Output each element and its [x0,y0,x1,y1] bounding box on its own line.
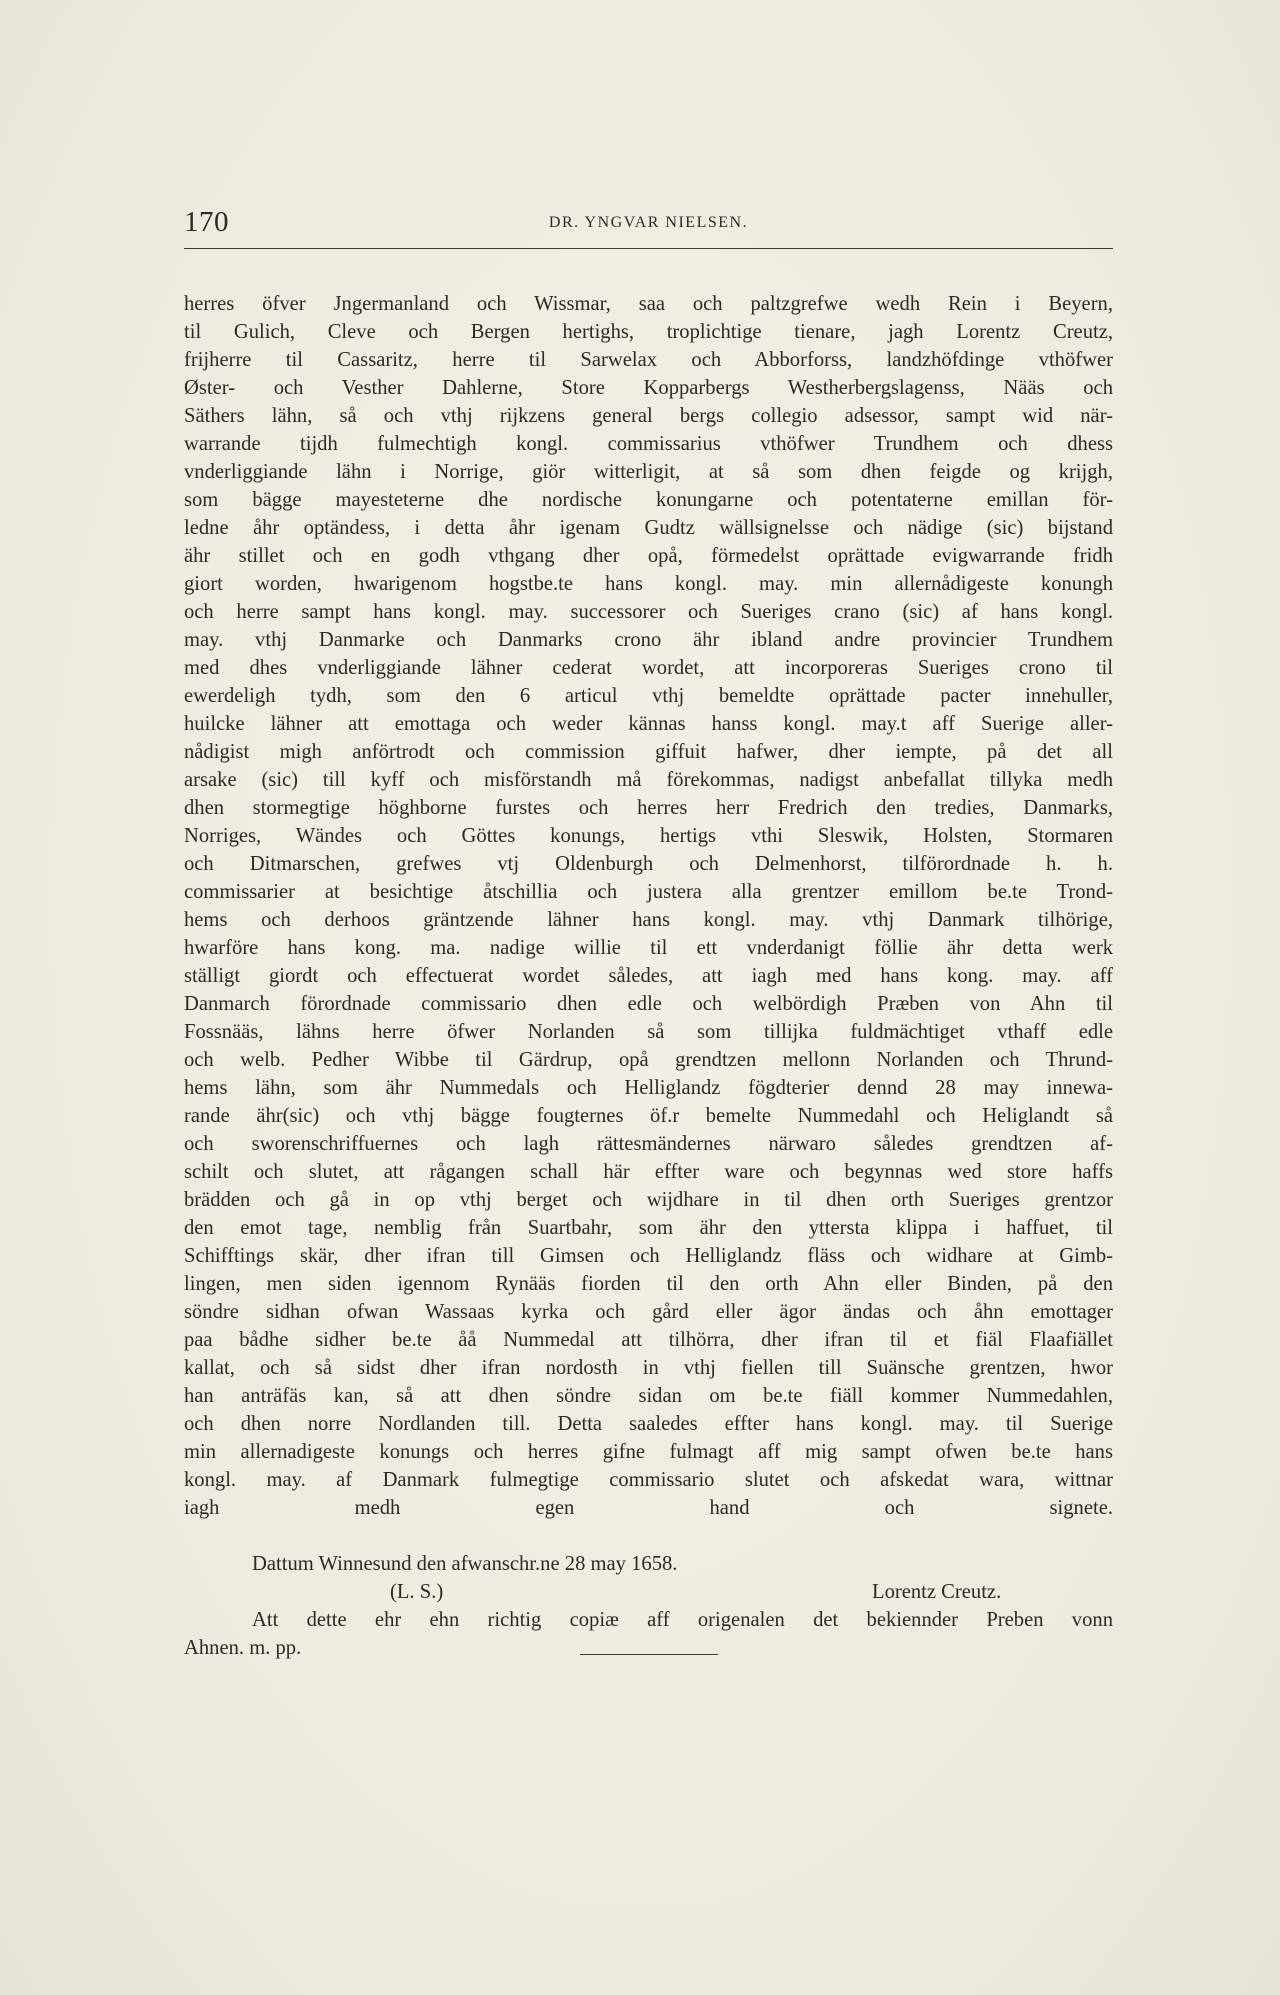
text-line: Øster- och Vesther Dahlerne, Store Kopparbergs Westherbergslagenss, Nääs och [184,377,1113,399]
text-line: herres öfver Jngermanland och Wissmar, saa och paltzgrefwe wedh Rein i Beyern, [184,293,1113,315]
text-line: och welb. Pedher Wibbe til Gärdrup, opå grendtzen mellonn Norlanden och Thrund- [184,1049,1113,1071]
seal-mark: (L. S.) [390,1581,444,1603]
text-line: hems och derhoos gräntzende lähner hans kongl. may. vthj Danmark tilhörige, [184,909,1113,931]
seal-signature-line [184,1578,1113,1606]
end-rule [580,1654,718,1655]
text-line: och dhen norre Nordlanden till. Detta saaledes effter hans kongl. may. til Suerige [184,1413,1113,1435]
text-line: söndre sidhan ofwan Wassaas kyrka och gård eller ägor ändas och åhn emottager [184,1301,1113,1323]
text-line: han anträfäs kan, så att dhen söndre sidan om be.te fiäll kommer Nummedahlen, [184,1385,1113,1407]
text-line: vnderliggiande lähn i Norrige, giör witterligit, at så som dhen feigde og krijgh, [184,461,1113,483]
text-line: och herre sampt hans kongl. may. successorer och Sueriges crano (sic) af hans kongl. [184,601,1113,623]
text-line: Schifftings skär, dher ifran till Gimsen och Helliglandz fläss och widhare at Gimb- [184,1245,1113,1267]
text-line [184,1522,1113,1550]
text-line: min allernadigeste konungs och herres gifne fulmagt aff mig sampt ofwen be.te hans [184,1441,1113,1463]
page-number: 170 [184,206,229,238]
attestation-line: Att dette ehr ehn richtig copiæ aff origenalen det bekiennder Preben vonn [252,1609,1113,1631]
text-line: och Ditmarschen, grefwes vtj Oldenburgh och Delmenhorst, tilförordnade h. h. [184,853,1113,875]
text-line: som bägge mayesteterne dhe nordische konungarne och potentaterne emillan för- [184,489,1113,511]
signature: Lorentz Creutz. [872,1581,1002,1603]
text-line: ewerdeligh tydh, som den 6 articul vthj bemeldte oprättade pacter innehuller, [184,685,1113,707]
document-text [184,290,1113,1662]
text-line: den emot tage, nemblig från Suartbahr, som ähr den yttersta klippa i haffuet, til [184,1217,1113,1239]
text-line: huilcke lähner att emottaga och weder kännas hanss kongl. may.t aff Suerige aller- [184,713,1113,735]
text-line: lingen, men siden igennom Rynääs fiorden til den orth Ahn eller Binden, på den [184,1273,1113,1295]
text-line: Säthers lähn, så och vthj rijkzens general bergs collegio adsessor, sampt wid när- [184,405,1113,427]
text-line: til Gulich, Cleve och Bergen hertighs, troplichtige tienare, jagh Lorentz Creutz, [184,321,1113,343]
text-line: Fossnääs, lähns herre öfwer Norlanden så som tillijka fuldmächtiget vthaff edle [184,1021,1113,1043]
text-line: schilt och slutet, att rågangen schall här effter ware och begynnas wed store haffs [184,1161,1113,1183]
text-line: Danmarch förordnade commissario dhen edle och welbördigh Præben von Ahn til [184,993,1113,1015]
text-line: may. vthj Danmarke och Danmarks crono ähr ibland andre provincier Trundhem [184,629,1113,651]
text-line: paa bådhe sidher be.te åå Nummedal att tilhörra, dher ifran til et fiäl Flaafiället [184,1329,1113,1351]
text-line: och sworenschriffuernes och lagh rättesmändernes närwaro således grendtzen af- [184,1133,1113,1155]
text-line: iagh medh egen hand och signete. [184,1497,1113,1519]
text-line: commissarier at besichtige åtschillia och justera alla grentzer emillom be.te Trond- [184,881,1113,903]
text-line: hems lähn, som ähr Nummedals och Helliglandz fögdterier dennd 28 may innewa- [184,1077,1113,1099]
dating-line: Dattum Winnesund den afwanschr.ne 28 may 1658. [252,1553,678,1575]
text-line: kongl. may. af Danmark fulmegtige commissario slutet och afskedat wara, wittnar [184,1469,1113,1491]
text-line: dhen stormegtige höghborne furstes och herres herr Fredrich den tredies, Danmarks, [184,797,1113,819]
text-line: frijherre til Cassaritz, herre til Sarwelax och Abborforss, landzhöfdinge vthöfwer [184,349,1113,371]
text-line: med dhes vnderliggiande lähner cederat wordet, att incorporeras Sueriges crono til [184,657,1113,679]
text-line: ledne åhr optändess, i detta åhr igenam Gudtz wällsignelsse och nädige (sic) bijstand [184,517,1113,539]
text-line: arsake (sic) till kyff och misförstandh må förekommas, nadigst anbefallat tillyka medh [184,769,1113,791]
text-line: ställigt giordt och effectuerat wordet således, att iagh med hans kong. may. aff [184,965,1113,987]
text-line: Norriges, Wändes och Göttes konungs, hertigs vthi Sleswik, Holsten, Stormaren [184,825,1113,847]
text-line: kallat, och så sidst dher ifran nordosth in vthj fiellen till Suänsche grentzen, hwor [184,1357,1113,1379]
attestation-line: Ahnen. m. pp. [184,1637,302,1659]
running-head: DR. YNGVAR NIELSEN. [548,214,749,231]
text-line: hwarföre hans kong. ma. nadige willie til ett vnderdanigt föllie ähr detta werk [184,937,1113,959]
text-line: giort worden, hwarigenom hogstbe.te hans kongl. may. min allernådigeste konungh [184,573,1113,595]
text-line: ähr stillet och en godh vthgang dher opå, förmedelst oprättade evigwarrande fridh [184,545,1113,567]
text-line: brädden och gå in op vthj berget och wijdhare in til dhen orth Sueriges grentzor [184,1189,1113,1211]
text-line: rande ähr(sic) och vthj bägge fougternes öf.r bemelte Nummedahl och Heliglandt så [184,1105,1113,1127]
text-line: nådigist migh anförtrodt och commission giffuit hafwer, dher iempte, på det all [184,741,1113,763]
text-line: warrande tijdh fulmechtigh kongl. commissarius vthöfwer Trundhem och dhess [184,433,1113,455]
page-header [184,204,1113,249]
